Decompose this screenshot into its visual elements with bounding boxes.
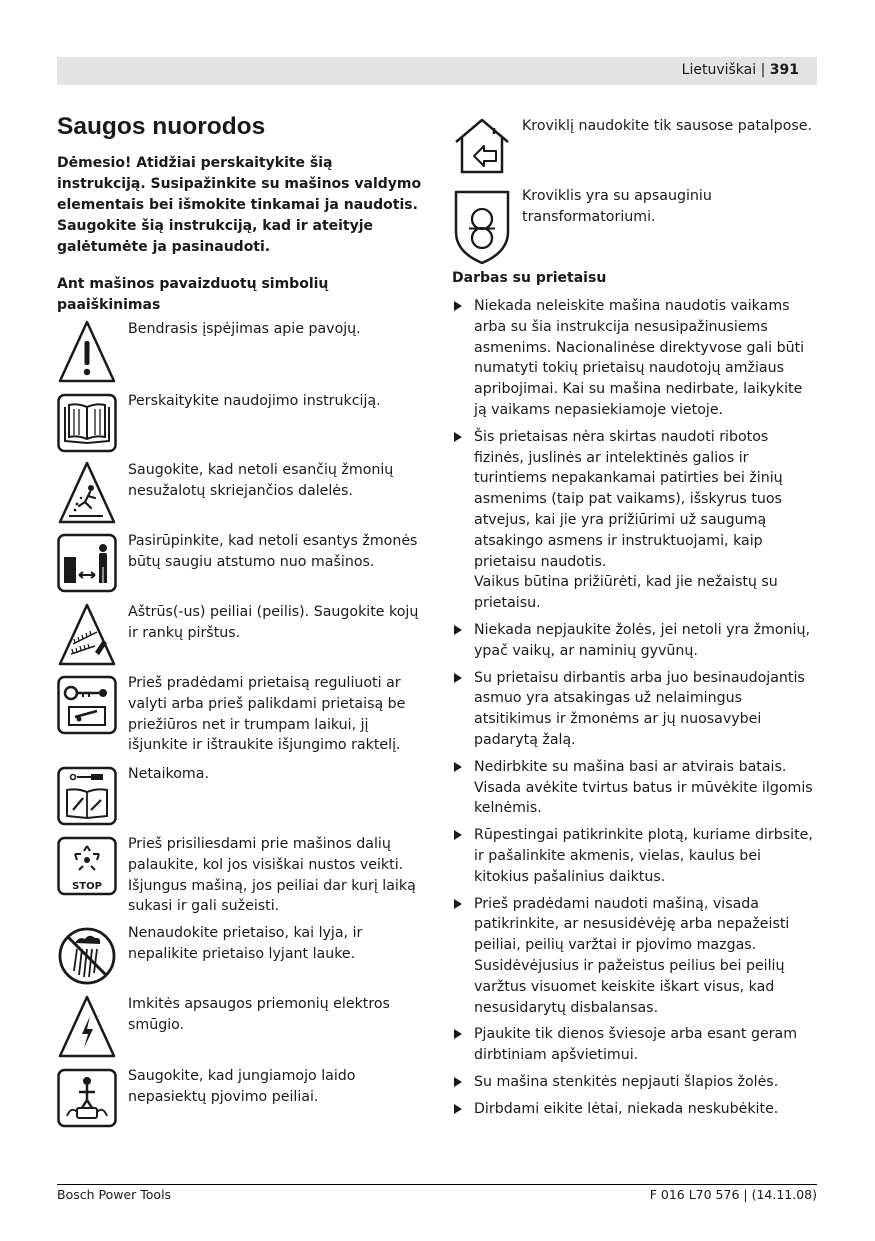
indoor-use-icon xyxy=(452,116,512,178)
footer-rule xyxy=(57,1184,817,1185)
list-item xyxy=(452,1099,817,1120)
bullet-arrow-icon xyxy=(454,1104,462,1114)
page-number: 391 xyxy=(769,62,799,78)
sharp-blades-icon xyxy=(57,602,117,668)
stop-rotating-icon xyxy=(57,834,117,896)
bullet-text: Šis prietaisas nėra skirtas naudoti ribotos fizinės, juslinės ar intelektinės galios ir turintiems nepakankamai patirties bei žinių asmenims (taip pat vaikams), išskyrus tuos atvejus, kai jie yra prižiūrimi už saugumą atsakingo asmens ir instruktuojami, kaip prietaisu naudotis. xyxy=(474,428,783,570)
bullet-text: Rūpestingai patikrinkite plotą, kuriame dirbsite, ir pašalinkite akmenis, vielas, kaulus bei kitokius pašalinius daiktus. xyxy=(474,827,813,885)
footer-brand: Bosch Power Tools xyxy=(57,1187,172,1202)
bullet-text: Prieš pradėdami naudoti mašiną, visada patikrinkite, ar nesusidėvėję arba nepažeisti peiliai, peilių varžtai ir pjovimo mazgas. Susidėvėjusius ir pažeistus peilius bei peilių varžtus visuomet keiskite iškart visus, kad nesusidarytų disbalansas. xyxy=(474,895,790,1016)
symbol-row xyxy=(452,186,712,270)
keep-distance-icon xyxy=(57,531,117,593)
symbol-text: Pasirūpinkite, kad netoli esantys žmonės būtų saugiu atstumo nuo mašinos. xyxy=(128,533,418,570)
bullet-list xyxy=(452,296,817,1125)
symbol-text: Kroviklis yra su apsauginiu transformatoriumi. xyxy=(522,188,712,225)
header-text xyxy=(682,62,799,78)
left-column xyxy=(57,112,425,316)
electric-shock-icon xyxy=(57,994,117,1060)
bullet-text: Su mašina stenkitės nepjauti šlapios žolės. xyxy=(474,1073,779,1090)
bullet-text: Niekada nepjaukite žolės, jei netoli yra žmonių, ypač vaikų, ar naminių gyvūnų. xyxy=(474,621,810,659)
symbol-text: Aštrūs(-us) peiliai (peilis). Saugokite kojų ir rankų pirštus. xyxy=(128,604,419,641)
bullet-arrow-icon xyxy=(454,432,462,442)
symbol-text: Bendrasis įspėjimas apie pavojų. xyxy=(128,321,361,337)
footer-doc-code: F 016 L70 576 | (14.11.08) xyxy=(649,1187,817,1202)
bullet-arrow-icon xyxy=(454,899,462,909)
bullet-extra-text: Vaikus būtina prižiūrėti, kad jie nežaistų su prietaisu. xyxy=(474,574,778,612)
header-bar xyxy=(57,57,817,85)
list-item xyxy=(452,757,817,819)
warning-triangle-icon xyxy=(57,319,117,385)
page-title: Saugos nuorodos xyxy=(57,113,266,140)
bullet-text: Pjaukite tik dienos šviesoje arba esant geram dirbtiniam apšvietimui. xyxy=(474,1026,798,1064)
list-item xyxy=(452,668,817,751)
symbols-heading: Ant mašinos pavaizduotų simbolių paaiškinimas xyxy=(57,276,329,314)
list-item xyxy=(452,825,817,887)
list-item xyxy=(452,1024,817,1066)
list-item xyxy=(452,427,817,614)
bullet-text: Su prietaisu dirbantis arba juo besinaudojantis asmuo yra atsakingas už nelaimingus atsitikimus ir žmonėms ar jų nuosavybei padarytą žalą. xyxy=(474,669,805,748)
bullet-arrow-icon xyxy=(454,625,462,635)
bullet-arrow-icon xyxy=(454,301,462,311)
svg-text:STOP: STOP xyxy=(72,881,102,892)
header-separator: | xyxy=(760,62,766,78)
list-item xyxy=(452,296,817,421)
bullet-text: Dirbdami eikite lėtai, niekada neskubėkite. xyxy=(474,1100,779,1117)
list-item xyxy=(452,1072,817,1093)
header-language: Lietuviškai xyxy=(681,62,757,78)
symbol-row xyxy=(452,116,812,182)
bullet-arrow-icon xyxy=(454,673,462,683)
safety-transformer-icon xyxy=(452,186,512,266)
bullet-text: Nedirbkite su mašina basi ar atvirais batais. Visada avėkite tvirtus batus ir mūvėkite ilgomis kelnėmis. xyxy=(474,758,813,817)
remove-key-icon xyxy=(57,673,117,735)
symbol-text: Prieš prisiliesdami prie mašinos dalių palaukite, kol jos visiškai nustos veikti. Išjungus mašiną, jos peiliai dar kurį laiką sukasi ir gali sužeisti. xyxy=(128,836,416,915)
bullet-arrow-icon xyxy=(454,762,462,772)
symbol-text: Perskaitykite naudojimo instrukciją. xyxy=(128,393,381,409)
cable-blade-icon xyxy=(57,1066,117,1128)
symbol-text: Imkitės apsaugos priemonių elektros smūgio. xyxy=(128,996,390,1033)
no-rain-icon xyxy=(57,923,117,989)
bullet-text: Niekada neleiskite mašina naudotis vaikams arba su šia instrukcija nesusipažinusiems asmenims. Nacionalinėse direktyvose gali būti numatyti tokių prietaisų naudotojų amžiaus apribojimai. Kai su mašina nedirbate, laikykite ją vaikams nepasiekiamoje vietoje. xyxy=(474,298,805,418)
list-item xyxy=(452,620,817,662)
read-manual-icon xyxy=(57,391,117,453)
flying-debris-icon xyxy=(57,460,117,526)
symbol-text: Saugokite, kad netoli esančių žmonių nesužalotų skriejančios dalelės. xyxy=(128,462,394,499)
symbol-text: Nenaudokite prietaiso, kai lyja, ir nepalikite prietaiso lyjant lauke. xyxy=(128,925,363,962)
intro-paragraph: Dėmesio! Atidžiai perskaitykite šią instrukciją. Susipažinkite su mašinos valdymo elementais bei išmokite tinkamai ja naudotis. Saugokite šią instrukciją, kad ir ateityje galėtumėte ja pasinaudoti. xyxy=(57,155,422,255)
bullet-arrow-icon xyxy=(454,1077,462,1087)
symbol-text: Netaikoma. xyxy=(128,766,209,782)
symbol-text: Prieš pradėdami prietaisą reguliuoti ar valyti arba prieš palikdami prietaisą be priežiūros net ir trumpam laikui, jį išjunkite ir ištraukite išjungimo raktelį. xyxy=(128,675,406,754)
symbol-text: Kroviklį naudokite tik sausose patalpose. xyxy=(522,118,812,134)
list-item xyxy=(452,894,817,1019)
maintenance-manual-icon xyxy=(57,764,117,826)
bullet-arrow-icon xyxy=(454,1029,462,1039)
symbol-text: Saugokite, kad jungiamojo laido nepasiektų pjovimo peiliai. xyxy=(128,1068,356,1105)
bullet-arrow-icon xyxy=(454,830,462,840)
section-title: Darbas su prietaisu xyxy=(452,270,607,286)
